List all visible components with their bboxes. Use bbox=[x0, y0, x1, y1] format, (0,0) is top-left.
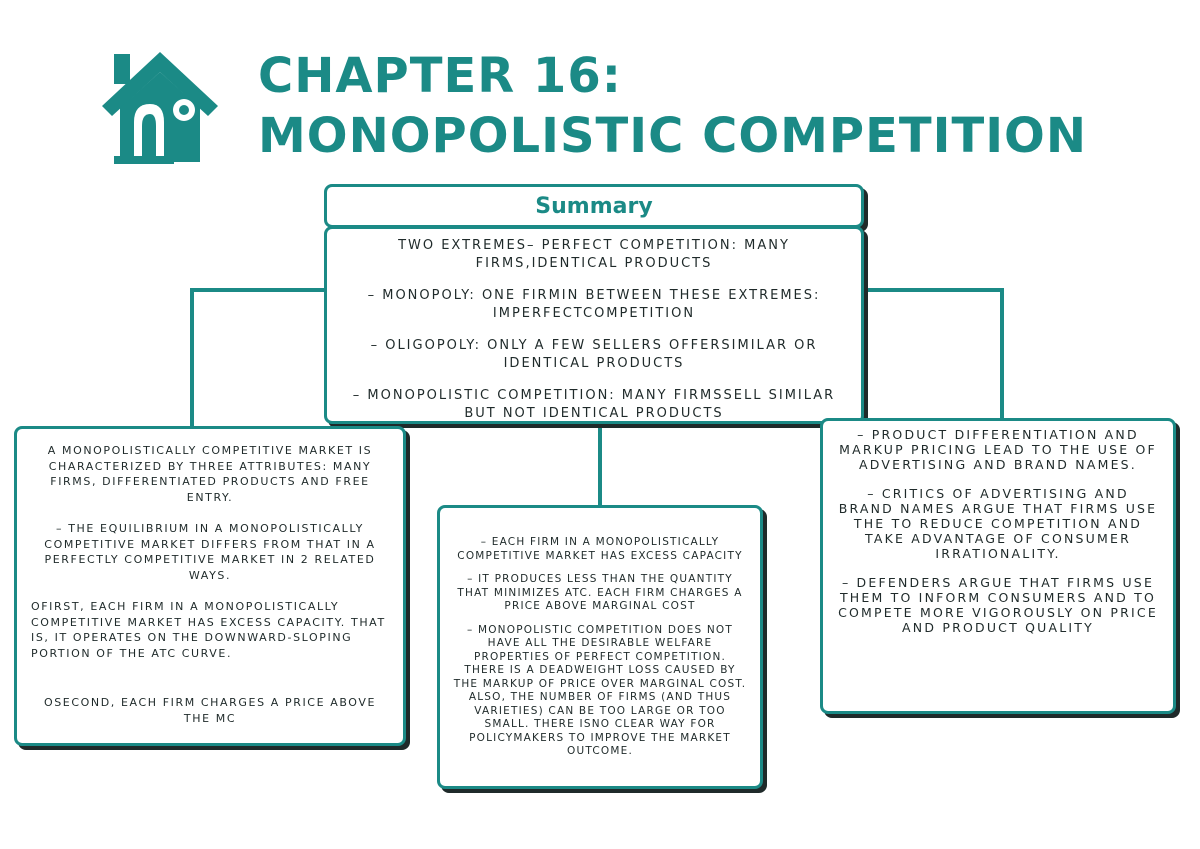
middle-card-item: – IT PRODUCES LESS THAN THE QUANTITY THAT MINIMIZES ATC. EACH FIRM CHARGES A PRICE ABOVE MARGINAL COST bbox=[457, 573, 743, 612]
middle-card bbox=[437, 505, 763, 789]
left-card-item: OFIRST, EACH FIRM IN A MONOPOLISTICALLY COMPETITIVE MARKET HAS EXCESS CAPACITY. THAT IS, IT OPERATES ON THE DOWNWARD-SLOPING PORTION OF THE ATC CURVE. bbox=[31, 600, 386, 660]
summary-heading bbox=[324, 184, 864, 228]
connector-left-vertical bbox=[190, 288, 194, 428]
summary-item: – OLIGOPOLY: ONLY A FEW SELLERS OFFERSIMILAR OR IDENTICAL PRODUCTS bbox=[370, 338, 818, 371]
summary-heading-label: Summary bbox=[535, 193, 653, 219]
summary-item: – MONOPOLISTIC COMPETITION: MANY FIRMSSELL SIMILAR BUT NOT IDENTICAL PRODUCTS bbox=[352, 388, 836, 421]
connector-right-horizontal bbox=[864, 288, 1004, 292]
house-icon bbox=[98, 44, 222, 168]
left-card bbox=[14, 426, 406, 746]
summary-card bbox=[324, 226, 864, 424]
right-card bbox=[820, 418, 1176, 714]
title-line-2: MONOPOLISTIC COMPETITION bbox=[258, 108, 1088, 164]
right-card-item: – PRODUCT DIFFERENTIATION AND MARKUP PRICING LEAD TO THE USE OF ADVERTISING AND BRAND NAMES. bbox=[839, 427, 1157, 472]
right-card-item: – CRITICS OF ADVERTISING AND BRAND NAMES ARGUE THAT FIRMS USE THE TO REDUCE COMPETITION AND TAKE ADVANTAGE OF CONSUMER IRRATIONALITY. bbox=[838, 486, 1158, 561]
connector-right-vertical bbox=[1000, 288, 1004, 420]
right-card-item: – DEFENDERS ARGUE THAT FIRMS USE THEM TO INFORM CONSUMERS AND TO COMPETE MORE VIGOROUSLY ON PRICE AND PRODUCT QUALITY bbox=[838, 575, 1158, 635]
summary-item: TWO EXTREMES– PERFECT COMPETITION: MANY FIRMS,IDENTICAL PRODUCTS bbox=[398, 238, 790, 271]
connector-left-horizontal bbox=[190, 288, 326, 292]
left-card-item: A MONOPOLISTICALLY COMPETITIVE MARKET IS CHARACTERIZED BY THREE ATTRIBUTES: MANY FIRMS, DIFFERENTIATED PRODUCTS AND FREE ENTRY. bbox=[47, 444, 373, 504]
middle-card-item: – MONOPOLISTIC COMPETITION DOES NOT HAVE ALL THE DESIRABLE WELFARE PROPERTIES OF PERFECT COMPETITION. THERE IS A DEADWEIGHT LOSS CAUSED BY THE MARKUP OF PRICE OVER MARGINAL COST. ALSO, THE NUMBER OF FIRMS (AND THUS VARIETIES) CAN BE TOO LARGE OR TOO SMALL. THERE ISNO CLEAR WAY FOR POLICYMAKERS TO IMPROVE THE MARKET OUTCOME. bbox=[453, 623, 747, 757]
middle-card-item: – EACH FIRM IN A MONOPOLISTICALLY COMPETITIVE MARKET HAS EXCESS CAPACITY bbox=[457, 536, 743, 562]
summary-item: – MONOPOLY: ONE FIRMIN BETWEEN THESE EXTREMES: IMPERFECTCOMPETITION bbox=[367, 288, 821, 321]
page-title bbox=[258, 46, 1087, 166]
title-line-1: CHAPTER 16: bbox=[258, 48, 622, 104]
connector-middle-vertical bbox=[598, 424, 602, 506]
left-card-item: – THE EQUILIBRIUM IN A MONOPOLISTICALLY COMPETITIVE MARKET DIFFERS FROM THAT IN A PERFECTLY COMPETITIVE MARKET IN 2 RELATED WAYS. bbox=[44, 522, 376, 582]
left-card-item: OSECOND, EACH FIRM CHARGES A PRICE ABOVE THE MC bbox=[43, 696, 377, 725]
